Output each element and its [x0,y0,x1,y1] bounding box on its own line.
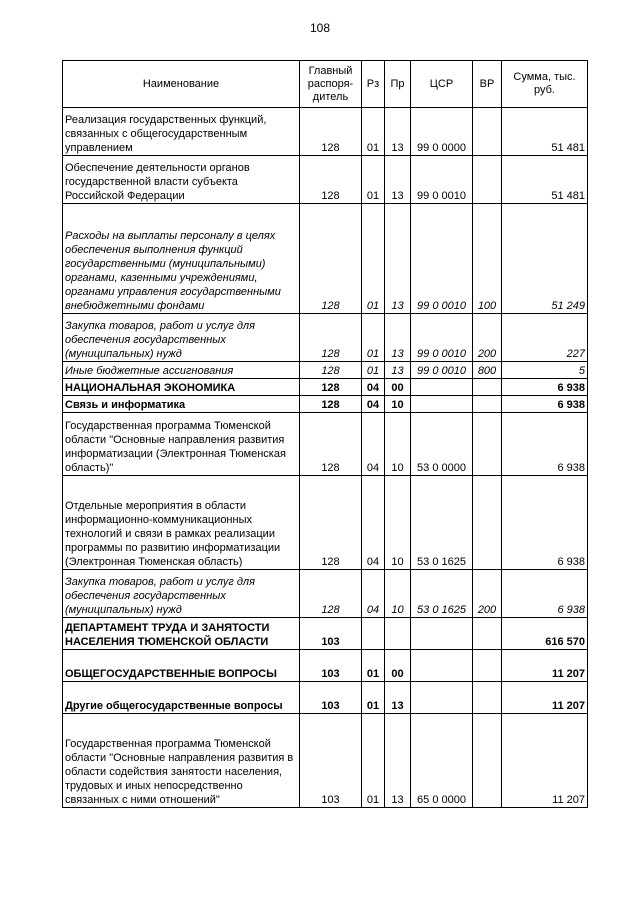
row-pr: 13 [385,108,411,156]
row-vr [473,714,502,808]
row-manager: 128 [300,379,362,396]
table-row [63,396,588,413]
table-row [63,379,588,396]
row-pr: 10 [385,570,411,618]
row-vr [473,156,502,204]
row-name: Закупка товаров, работ и услуг для обеспечения государственных (муниципальных) нужд [63,570,300,618]
row-manager: 128 [300,396,362,413]
row-csr [411,396,473,413]
row-pr: 13 [385,362,411,379]
row-csr: 99 0 0010 [411,156,473,204]
row-sum: 6 938 [502,396,588,413]
row-manager: 128 [300,570,362,618]
row-vr: 200 [473,570,502,618]
row-name: Иные бюджетные ассигнования [63,362,300,379]
row-manager: 128 [300,413,362,476]
row-name: Другие общегосударственные вопросы [63,682,300,714]
row-name: Государственная программа Тюменской области "Основные направления развития в области содействия занятости населения, трудовых и иных непосредственно связанных с ними отношений" [63,714,300,808]
row-manager: 128 [300,108,362,156]
row-rz: 04 [362,379,385,396]
page-number: 108 [309,21,331,35]
row-vr [473,413,502,476]
row-vr [473,682,502,714]
budget-table [62,60,588,808]
table-header [63,61,588,108]
row-rz: 04 [362,413,385,476]
row-manager: 128 [300,476,362,570]
table-row [63,362,588,379]
row-sum: 6 938 [502,379,588,396]
row-vr: 800 [473,362,502,379]
table-row [63,156,588,204]
row-rz: 01 [362,108,385,156]
row-sum: 51 249 [502,204,588,314]
row-manager: 103 [300,682,362,714]
row-pr: 13 [385,204,411,314]
row-rz: 04 [362,476,385,570]
row-pr: 10 [385,476,411,570]
row-vr [473,108,502,156]
row-sum: 6 938 [502,476,588,570]
row-pr: 13 [385,714,411,808]
row-csr [411,379,473,396]
table-row [63,714,588,808]
row-rz [362,618,385,650]
table-row [63,204,588,314]
row-pr [385,618,411,650]
row-name: Реализация государственных функций, связанных с общегосударственным управлением [63,108,300,156]
table-body [63,108,588,808]
row-rz: 04 [362,396,385,413]
row-name: Закупка товаров, работ и услуг для обеспечения государственных (муниципальных) нужд [63,314,300,362]
row-name: ОБЩЕГОСУДАРСТВЕННЫЕ ВОПРОСЫ [63,650,300,682]
row-name: ДЕПАРТАМЕНТ ТРУДА И ЗАНЯТОСТИ НАСЕЛЕНИЯ ТЮМЕНСКОЙ ОБЛАСТИ [63,618,300,650]
row-vr: 200 [473,314,502,362]
row-csr [411,682,473,714]
row-sum: 11 207 [502,650,588,682]
row-csr [411,618,473,650]
row-rz: 01 [362,362,385,379]
row-name: Государственная программа Тюменской области "Основные направления развития информатизации (Электронная Тюменская область)" [63,413,300,476]
table-row [63,476,588,570]
row-csr: 65 0 0000 [411,714,473,808]
table-row [63,618,588,650]
row-manager: 103 [300,618,362,650]
row-name: Расходы на выплаты персоналу в целях обеспечения выполнения функций государственными (муниципальными) органами, казенными учреждениями, органами управления государственными внебюджетными фондами [63,204,300,314]
row-manager: 128 [300,314,362,362]
row-csr: 99 0 0010 [411,314,473,362]
row-name: Связь и информатика [63,396,300,413]
header-pr: Пр [385,61,411,108]
row-rz: 01 [362,714,385,808]
row-manager: 103 [300,714,362,808]
table-row [63,108,588,156]
row-name: Обеспечение деятельности органов государственной власти субъекта Российской Федерации [63,156,300,204]
row-manager: 128 [300,156,362,204]
table-row [63,314,588,362]
header-name: Наименование [63,61,300,108]
row-rz: 01 [362,204,385,314]
row-csr: 99 0 0010 [411,204,473,314]
row-name: НАЦИОНАЛЬНАЯ ЭКОНОМИКА [63,379,300,396]
table-row [63,570,588,618]
row-sum: 11 207 [502,714,588,808]
row-csr: 53 0 1625 [411,476,473,570]
row-pr: 13 [385,682,411,714]
row-sum: 6 938 [502,413,588,476]
row-sum: 11 207 [502,682,588,714]
header-csr: ЦСР [411,61,473,108]
row-sum: 51 481 [502,108,588,156]
row-vr [473,618,502,650]
row-pr: 13 [385,314,411,362]
row-csr: 53 0 1625 [411,570,473,618]
row-rz: 04 [362,570,385,618]
row-sum: 5 [502,362,588,379]
row-manager: 128 [300,204,362,314]
row-rz: 01 [362,650,385,682]
row-rz: 01 [362,314,385,362]
header-rz: Рз [362,61,385,108]
row-manager: 128 [300,362,362,379]
header-vr: ВР [473,61,502,108]
row-sum: 227 [502,314,588,362]
row-pr: 00 [385,650,411,682]
row-rz: 01 [362,682,385,714]
row-pr: 13 [385,156,411,204]
row-rz: 01 [362,156,385,204]
table-row [63,650,588,682]
row-pr: 10 [385,396,411,413]
row-pr: 10 [385,413,411,476]
row-csr: 53 0 0000 [411,413,473,476]
row-pr: 00 [385,379,411,396]
row-vr [473,379,502,396]
table-row [63,413,588,476]
row-csr [411,650,473,682]
row-sum: 616 570 [502,618,588,650]
row-name: Отдельные мероприятия в области информационно-коммуникационных технологий и связи в рамках реализации программы по развитию информатизации (Электронная Тюменская область) [63,476,300,570]
row-csr: 99 0 0010 [411,362,473,379]
row-vr [473,476,502,570]
header-sum: Сумма, тыс. руб. [502,61,588,108]
row-sum: 51 481 [502,156,588,204]
row-vr [473,396,502,413]
row-manager: 103 [300,650,362,682]
header-manager: Главный распоря-дитель [300,61,362,108]
table-row [63,682,588,714]
row-sum: 6 938 [502,570,588,618]
row-csr: 99 0 0000 [411,108,473,156]
row-vr: 100 [473,204,502,314]
row-vr [473,650,502,682]
